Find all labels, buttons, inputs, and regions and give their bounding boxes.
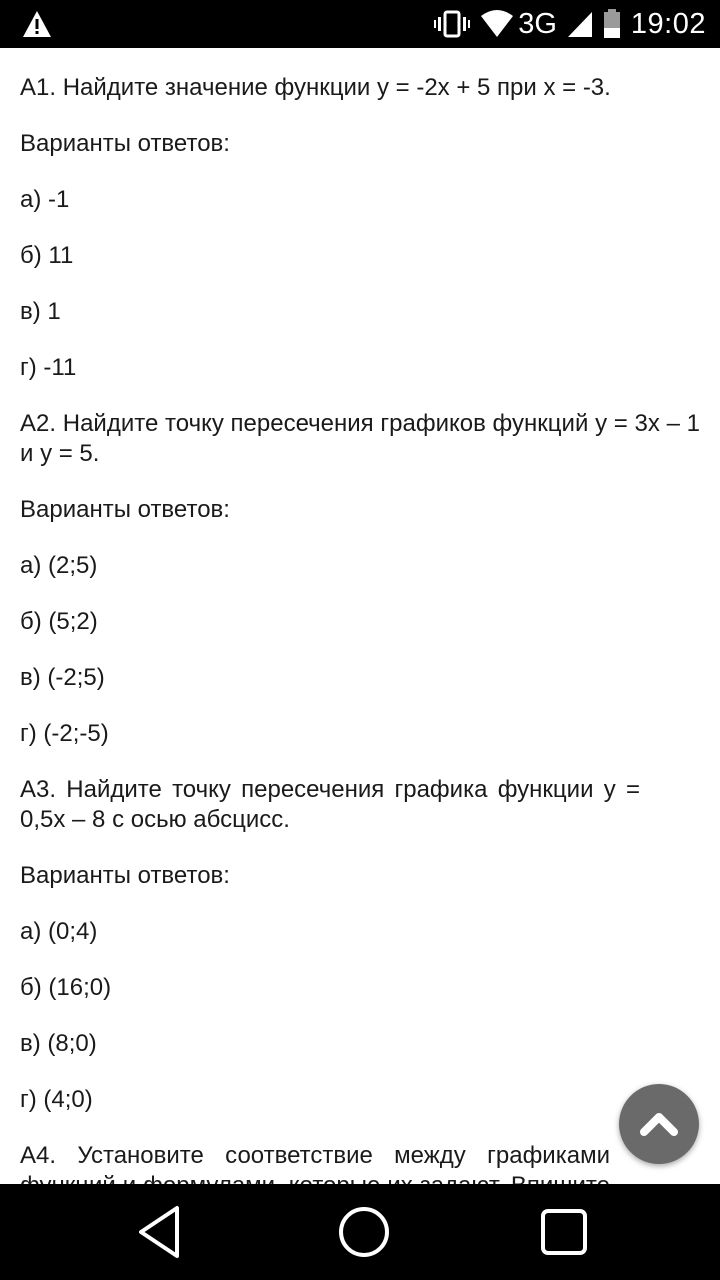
scroll-to-top-button[interactable]	[619, 1084, 699, 1164]
answer-option: б) 11	[20, 242, 74, 269]
answer-option: в) 1	[20, 298, 61, 325]
wifi-icon	[480, 10, 514, 38]
back-icon[interactable]	[133, 1204, 189, 1260]
clock: 19:02	[630, 7, 706, 40]
variants-label: Варианты ответов:	[20, 496, 230, 523]
warning-icon	[22, 10, 52, 38]
variants-label: Варианты ответов:	[20, 130, 230, 157]
question-title: А1. Найдите значение функции у = -2х + 5 при х = -3.	[20, 74, 611, 101]
question-title: А2. Найдите точку пересечения графиков функций у = 3х – 1 и у = 5.	[20, 410, 700, 467]
answer-option: б) (5;2)	[20, 608, 98, 635]
signal-icon	[567, 10, 593, 38]
answer-option: а) (2;5)	[20, 552, 98, 579]
answer-option: а) -1	[20, 186, 70, 213]
navigation-bar	[0, 1184, 720, 1280]
battery-icon	[603, 9, 621, 39]
recent-apps-icon[interactable]	[536, 1204, 592, 1260]
answer-option: а) (0;4)	[20, 918, 98, 945]
answer-option: в) (-2;5)	[20, 664, 105, 691]
page-content[interactable]	[0, 48, 720, 1184]
answer-option: в) (8;0)	[20, 1030, 97, 1057]
question-title: А4. Установите соответствие между графиками	[20, 1142, 610, 1169]
chevron-up-icon	[639, 1110, 679, 1138]
variants-label: Варианты ответов:	[20, 862, 230, 889]
answer-option: г) (4;0)	[20, 1086, 93, 1113]
answer-option: б) (16;0)	[20, 974, 112, 1001]
answer-option: г) -11	[20, 354, 77, 381]
question-title: А3. Найдите точку пересечения графика функции у = 0,5х – 8 с осью абсцисс.	[20, 776, 640, 833]
network-type: 3G	[518, 7, 557, 40]
status-bar	[0, 0, 720, 48]
home-icon[interactable]	[336, 1204, 392, 1260]
vibrate-icon	[434, 10, 470, 38]
answer-option: г) (-2;-5)	[20, 720, 109, 747]
